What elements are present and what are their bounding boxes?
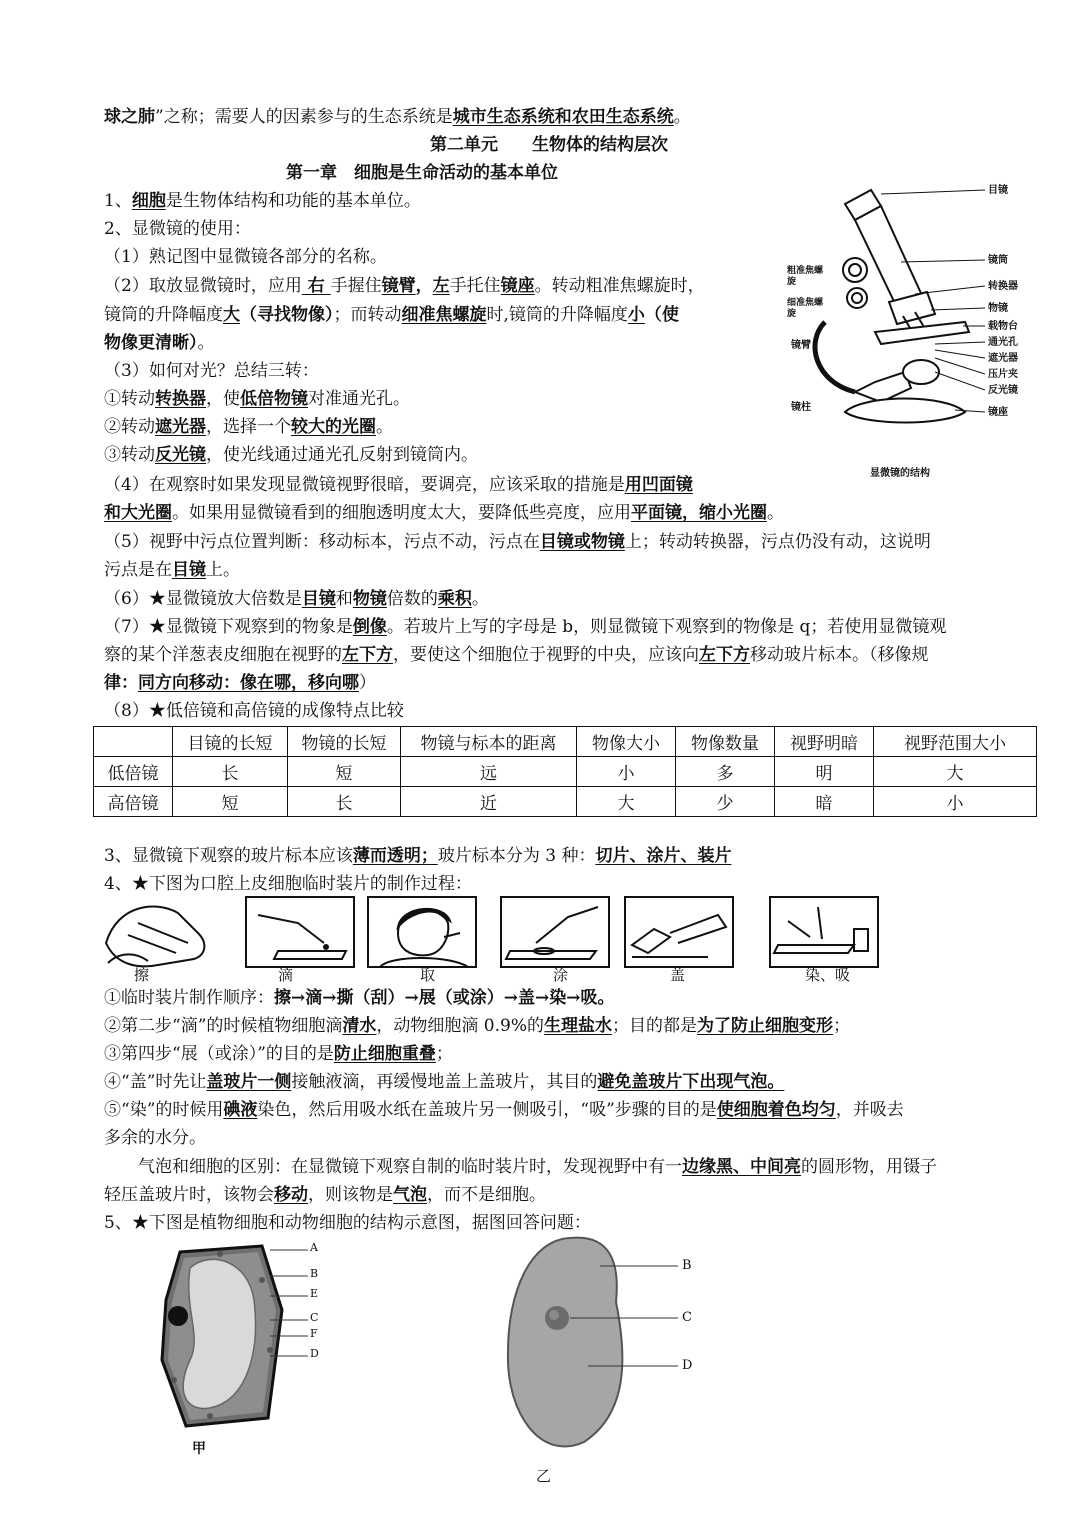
step-label-cover: 盖: [670, 966, 686, 984]
q4-l5: ⑤“染”的时候用碘液染色，然后用吸水纸在盖玻片另一侧吸引，“吸”步骤的目的是使细胞着色均匀，并吸去: [104, 1100, 904, 1120]
top-line: 球之肺”之称；需要人的因素参与的生态系统是城市生态系统和农田生态系统。: [104, 107, 691, 127]
step-label-wipe: 擦: [134, 966, 150, 984]
wipe-hands-icon: [106, 907, 204, 967]
animal-cell-caption: 乙: [536, 1467, 552, 1485]
q5-title: 5、★下图是植物细胞和动物细胞的结构示意图，据图回答问题：: [104, 1213, 591, 1233]
plant-cell-caption: 甲: [192, 1441, 206, 1457]
step-label-take: 取: [420, 966, 436, 984]
q4-l5-cont: 多余的水分。: [104, 1128, 206, 1148]
q4-l4: ④“盖”时先让盖玻片一侧接触液滴，再缓慢地盖上盖玻片，其目的避免盖玻片下出现气泡。: [104, 1072, 785, 1092]
answer-ecosystems: 城市生态系统和农田生态系统: [452, 107, 674, 127]
document-page: 球之肺”之称；需要人的因素参与的生态系统是城市生态系统和农田生态系统。 第二单元 生物体的结构层次 第一章 细胞是生命活动的基本单位 1、细胞是生物体结构和功能的基本单位。 2、显微镜的使用： （1）熟记图中显微镜各部分的名称。 （2）取放显微镜时，应用 右 手握住镜臂，左手托住镜座。转动粗准焦螺旋时， 镜筒的升降幅度大（寻找物像）；而转动细准焦螺旋时,镜筒的升降幅度小（使 物像更清晰）。 （3）如何对光？总结三转： ①转动转换器，使低倍物镜对准通光孔。 ②转动遮光器，选择一个较大的光圈。 ③转动反光镜，使光线通过通光孔反射到镜筒内。 （4）在观察时如果发现显微镜视野很暗，要调亮，应该采取的措施是用凹面镜 和大光圈。如果用显微镜看到的细胞透明度太大，要降低些亮度，应用平面镜，缩小光圈。 （5）视野中污点位置判断：移动标本，污点不动，污点在目镜或物镜上；转动转换器，污点仍没有动，这说明 污点是在目镜上。 （6）★显微镜放大倍数是目镜和物镜倍数的乘积。 （7）★显微镜下观察到的物象是倒像。若玻片上写的字母是 b，则显微镜下观察到的物像是 q；若使用显微镜观 察的某个洋葱表皮细胞在视野的左下方，要使这个细胞位于视野的中央，应该向左下方移动玻片标本。（移像规 律：同方向移动：像在哪，移向哪） （8）★低倍镜和高倍镜的成像特点比较 目镜的长短 物镜的长短 物镜与标本的距离 物像大小 物像数量 视野明暗 视野范围大小 低倍镜 长 短 远 小 多 明 大 高倍镜 短 长 近 大 少 暗 小 3、显微镜下观察的玻片标本应该薄而透明；玻片标本分为 3 种：切片、涂片、装片 4、★下图为口腔上皮细胞临时装片的制作过程： 擦 滴 取 涂 盖 染、吸 ①临时装片制作顺序：擦→滴→撕（刮）→展（或涂）→盖→染→吸。 ②第二步“滴”的时候植物细胞滴清水，动物细胞滴 0.9%的生理盐水；目的都是为了防止细胞变形； ③第四步“展（或涂）”的目的是防止细胞重叠； ④“盖”时先让盖玻片一侧接触液滴，再缓慢地盖上盖玻片，其目的避免盖玻片下出现气泡。 ⑤“染”的时候用碘液染色，然后用吸水纸在盖玻片另一侧吸引，“吸”步骤的目的是使细胞着色均匀，并吸去 多余的水分。 气泡和细胞的区别：在显微镜下观察自制的临时装片时，发现视野中有一边缘黑、中间亮的圆形物，用镊子 轻压盖玻片时，该物会移动，则该物是气泡，而不是细胞。 5、★下图是植物细胞和动物细胞的结构示意图，据图回答问题： A B E C F D 甲 B C D 乙 目镜 镜筒 转换器 物镜 载物台 通光孔 遮光器 压片夹 反光镜 镜座 粗准焦螺旋 细准焦螺旋 镜臂 镜柱 显微镜的结构: [0, 0, 1080, 1526]
nucleus: [168, 1306, 188, 1326]
step-label-spread: 涂: [553, 966, 569, 984]
q2-p1: （1）熟记图中显微镜各部分的名称。: [104, 247, 387, 267]
q2-title: 2、显微镜的使用：: [104, 219, 251, 239]
spread-icon: [506, 907, 598, 959]
stain-absorb-icon: [774, 907, 868, 953]
dropper-icon: [258, 915, 346, 959]
microscope-label-pillar: 镜柱: [791, 402, 811, 413]
q2-p7-line3: 律：同方向移动：像在哪，移向哪）: [104, 673, 376, 693]
unit-title: 第二单元 生物体的结构层次: [430, 135, 668, 155]
q2-p2-line3: 物像更清晰）。: [104, 333, 215, 353]
q2-p7-line2: 察的某个洋葱表皮细胞在视野的左下方，要使这个细胞位于视野的中央，应该向左下方移动玻片标本。（移像规: [104, 645, 929, 665]
q2-p5-line1: （5）视野中污点位置判断：移动标本，污点不动，污点在目镜或物镜上；转动转换器，污点仍没有动，这说明: [104, 532, 931, 552]
bubble-vs-cell-line1: 气泡和细胞的区别：在显微镜下观察自制的临时装片时，发现视野中有一边缘黑、中间亮的圆形物，用镊子: [104, 1157, 937, 1177]
microscope-label-arm: 镜臂: [791, 340, 811, 351]
bubble-vs-cell-line2: 轻压盖玻片时，该物会移动，则该物是气泡，而不是细胞。: [104, 1185, 546, 1205]
q2-p5-line2: 污点是在目镜上。: [104, 560, 240, 580]
animal-cell-label-c: C: [682, 1310, 692, 1325]
lung-term: 球之肺: [104, 107, 155, 127]
q2-p2-line1: （2）取放显微镜时，应用 右 手握住镜臂，左手托住镜座。转动粗准焦螺旋时，: [104, 276, 705, 296]
q2-p6: （6）★显微镜放大倍数是目镜和物镜倍数的乘积。: [104, 589, 489, 609]
cover-slip-icon: [632, 915, 726, 957]
q2-p3-step3: ③转动反光镜，使光线通过通光孔反射到镜筒内。: [104, 445, 478, 465]
animal-cell-label-b: B: [682, 1258, 692, 1273]
scraping-person-icon: [380, 909, 468, 967]
q2-p7-line1: （7）★显微镜下观察到的物象是倒像。若玻片上写的字母是 b，则显微镜下观察到的物像是 q；若使用显微镜观: [104, 617, 947, 637]
q4-l3: ③第四步“展（或涂）”的目的是防止细胞重叠；: [104, 1044, 453, 1064]
q4-l2: ②第二步“滴”的时候植物细胞滴清水，动物细胞滴 0.9%的生理盐水；目的都是为了防止细胞变形；: [104, 1016, 850, 1036]
q2-p8: （8）★低倍镜和高倍镜的成像特点比较: [104, 701, 404, 721]
q3: 3、显微镜下观察的玻片标本应该薄而透明；玻片标本分为 3 种：切片、涂片、装片: [104, 846, 732, 866]
q2-p3: （3）如何对光？总结三转：: [104, 361, 319, 381]
q2-p2-line2: 镜筒的升降幅度大（寻找物像）；而转动细准焦螺旋时,镜筒的升降幅度小（使: [104, 305, 679, 325]
q1: 1、细胞是生物体结构和功能的基本单位。: [104, 191, 421, 211]
plant-cell-labels: A B E C F D: [310, 1241, 319, 1360]
table-row: 低倍镜 长 短 远 小 多 明 大: [94, 757, 1037, 787]
step-label-stain: 染、吸: [805, 966, 851, 984]
microscope-caption: 显微镜的结构: [870, 468, 930, 479]
q2-p4-line2: 和大光圈。如果用显微镜看到的细胞透明度太大，要降低些亮度，应用平面镜，缩小光圈。: [104, 503, 784, 523]
table-header-row: 目镜的长短 物镜的长短 物镜与标本的距离 物像大小 物像数量 视野明暗 视野范围大小: [94, 727, 1037, 757]
lens-comparison-table: [93, 726, 1037, 817]
microscope-label-coarse: 粗准焦螺旋: [787, 266, 824, 287]
q4-title: 4、★下图为口腔上皮细胞临时装片的制作过程：: [104, 874, 472, 894]
step-label-drop: 滴: [278, 966, 294, 984]
slide-procedure-figure: [98, 893, 898, 985]
plant-cell-leaders: [270, 1246, 330, 1376]
animal-cell-diagram: [500, 1232, 700, 1462]
q4-l1: ①临时装片制作顺序：擦→滴→撕（刮）→展（或涂）→盖→染→吸。: [104, 988, 615, 1008]
q2-p3-step2: ②转动遮光器，选择一个较大的光圈。: [104, 417, 393, 437]
chapter-title: 第一章 细胞是生命活动的基本单位: [286, 163, 558, 183]
q2-p3-step1: ①转动转换器，使低倍物镜对准通光孔。: [104, 389, 410, 409]
table-row: 高倍镜 短 长 近 大 少 暗 小: [94, 787, 1037, 817]
microscope-label-fine: 细准焦螺旋: [787, 298, 824, 319]
q2-p4-line1: （4）在观察时如果发现显微镜视野很暗，要调亮，应该采取的措施是用凹面镜: [104, 475, 693, 495]
animal-cell-label-d: D: [682, 1358, 693, 1373]
